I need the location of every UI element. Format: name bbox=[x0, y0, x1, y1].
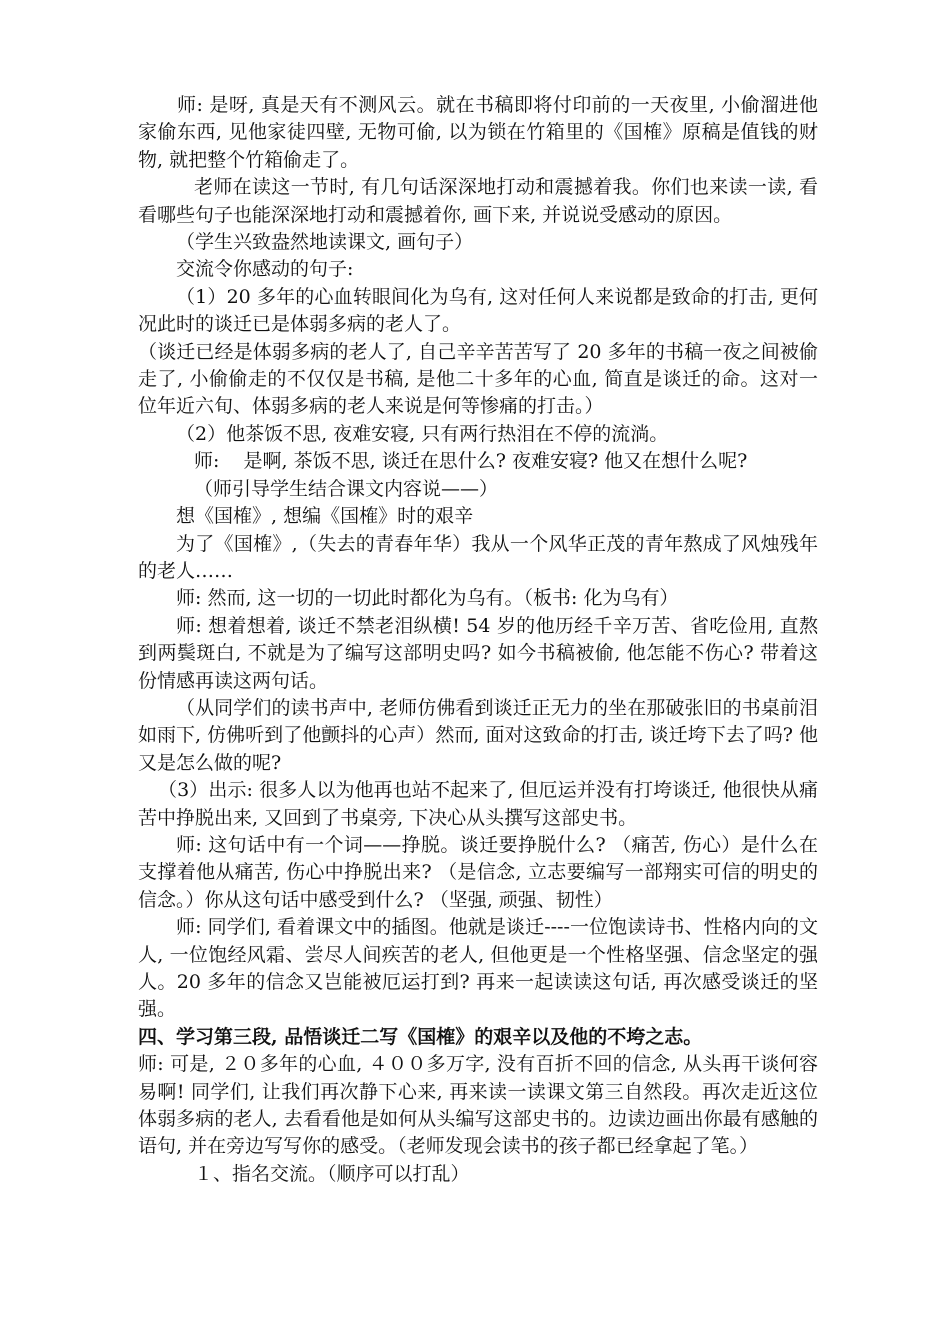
paragraph-teacher-reading: 老师在读这一节时, 有几句话深深地打动和震撼着我。你们也来读一读, 看看哪些句子也能深深地打动和震撼着你, 画下来, 并说说受感动的原因。 bbox=[138, 176, 818, 226]
paragraph-sentence-3: （3）出示: 很多人以为他再也站不起来了, 但厄运并没有打垮谈迁, 他很快从痛苦中挣脱出来, 又回到了书桌旁, 下决心从头撰写这部史书。 bbox=[138, 779, 818, 829]
paragraph-explanation-1: （谈迁已经是体弱多病的老人了, 自己辛辛苦苦写了 20 多年的书稿一夜之间被偷走了, 小偷偷走的不仅仅是书稿, 是他二十多年的心血, 简直是谈迁的命。这对一位年近六旬、体弱多病的老人来说是何等惨痛的打击。） bbox=[138, 340, 818, 418]
document-body bbox=[138, 92, 818, 1188]
paragraph-teacher-question: 师: 是啊, 茶饭不思, 谈迁在思什么? 夜难安寝? 他又在想什么呢? bbox=[194, 450, 748, 473]
section-heading-four: 四、学习第三段, 品悟谈迁二写《国榷》的艰辛以及他的不垮之志。 bbox=[138, 1025, 703, 1048]
paragraph-for-guoque: 为了《国榷》,（失去的青春年华）我从一个风华正茂的青年熬成了风烛残年的老人…… bbox=[138, 532, 818, 582]
paragraph-teacher-intro: 师: 是呀, 真是天有不测风云。就在书稿即将付印前的一天夜里, 小偷溜进他家偷东西, 见他家徒四壁, 无物可偷, 以为锁在竹箱里的《国榷》原稿是值钱的财物, 就把整个竹箱偷走了。 bbox=[138, 94, 818, 171]
paragraph-student-activity: （学生兴致盎然地读课文, 画句子） bbox=[176, 231, 474, 254]
paragraph-sentence-2: （2）他茶饭不思, 夜难安寝, 只有两行热泪在不停的流淌。 bbox=[176, 422, 669, 445]
paragraph-teacher-struggle: 师: 这句话中有一个词——挣脱。谈迁要挣脱什么? （痛苦, 伤心）是什么在支撑着他从痛苦, 伤心中挣脱出来? （是信念, 立志要编写一部翔实可信的明史的信念。）你从这句话中感受到什么? （坚强, 顽强、韧性） bbox=[138, 833, 818, 911]
paragraph-exchange-prompt: 交流令你感动的句子: bbox=[176, 258, 354, 281]
paragraph-thinking: 想《国榷》, 想编《国榷》时的艰辛 bbox=[176, 505, 474, 528]
paragraph-reading-voice: （从同学们的读书声中, 老师仿佛看到谈迁正无力的坐在那破张旧的书桌前泪如雨下, 仿佛听到了他颤抖的心声）然而, 面对这致命的打击, 谈迁垮下去了吗? 他又是怎么做的呢? bbox=[138, 696, 818, 774]
paragraph-teacher-guide: （师引导学生结合课文内容说——） bbox=[194, 477, 499, 500]
paragraph-teacher-however-2: 师: 可是, ２０多年的心血, ４００多万字, 没有百折不回的信念, 从头再干谈何容易啊! 同学们, 让我们再次静下心来, 再来读一读课文第三自然段。再次走近这位体弱多病的老人, 去看看他是如何从头编写这部史书的。边读边画出你最有感触的语句, 并在旁边写写你的感受。（老师发现会读书的孩子都已经拿起了笔。） bbox=[138, 1053, 818, 1158]
paragraph-teacher-illustration: 师: 同学们, 看着课文中的插图。他就是谈迁----一位饱读诗书、性格内向的文人, 一位饱经风霜、尝尽人间疾苦的老人, 但他更是一个性格坚强、信念坚定的强人。20 多年的信念又岂能被厄运打到? 再来一起读读这句话, 再次感受谈迁的坚强。 bbox=[138, 916, 818, 1021]
paragraph-teacher-thinking: 师: 想着想着, 谈迁不禁老泪纵横! 54 岁的他历经千辛万苦、省吃俭用, 直熬到两鬓斑白, 不就是为了编写这部明史吗? 如今书稿被偷, 他怎能不伤心? 带着这份情感再读这两句话。 bbox=[138, 614, 818, 692]
paragraph-teacher-however: 师: 然而, 这一切的一切此时都化为乌有。（板书: 化为乌有） bbox=[176, 587, 679, 610]
paragraph-exchange-step-1: １、指名交流。（顺序可以打乱） bbox=[194, 1162, 470, 1185]
paragraph-sentence-1: （1）20 多年的心血转眼间化为乌有, 这对任何人来说都是致命的打击, 更何况此时的谈迁已是体弱多病的老人了。 bbox=[138, 285, 818, 336]
